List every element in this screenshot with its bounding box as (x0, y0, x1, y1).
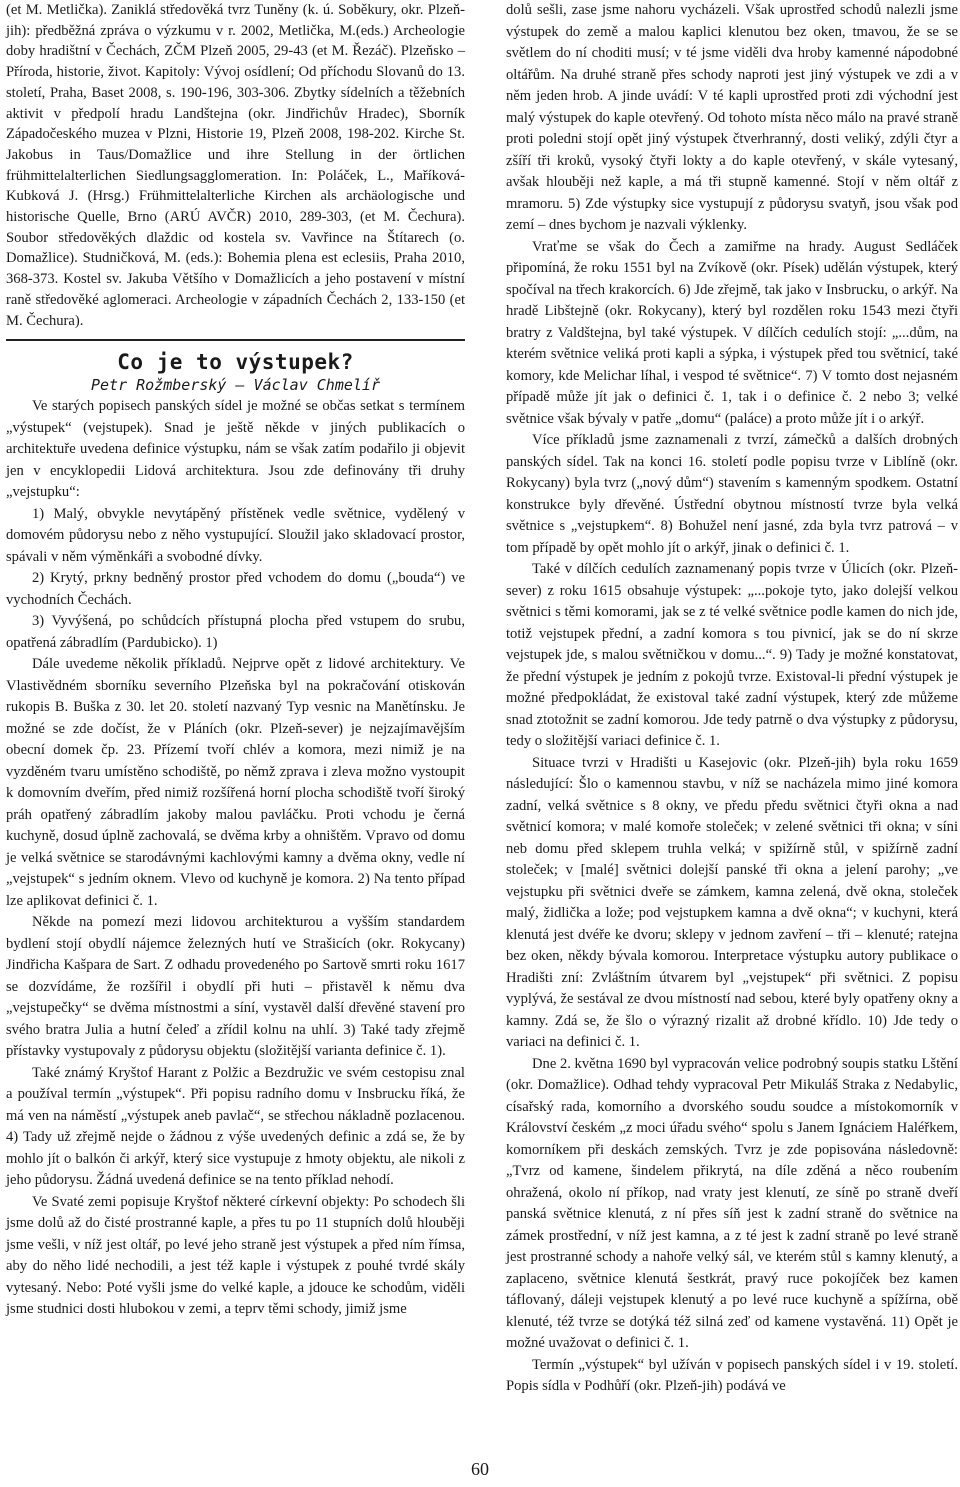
article-authors: Petr Rožmberský – Václav Chmelíř (91, 376, 380, 395)
page-number: 60 (471, 1459, 489, 1479)
paragraph: Ve starých popisech panských sídel je možné se občas setkat s termínem „výstupek“ (vejstupek). Snad je ještě někde v jiných publikacích o architektuře uvedena definice výstupku, nám se však zatím podařilo ji objevit jen v encyklopedii Lidová architektura. Jsou zde definovány tři druhy „vejstupku“: (6, 398, 465, 501)
paragraph: Vraťme se však do Čech a zamiřme na hrady. August Sedláček připomíná, že roku 1551 byl na Zvíkově (okr. Písek) udělán výstupek, který spočíval na třech krakorcích. 6) Jde zřejmě, tak jako v Insbrucku, o arkýř. Na hradě Libštejně (okr. Rokycany), který byl rozdělen roku 1543 mezi čtyři bratry z Valdštejna, byl také výstupek. V dílčích cedulích stojí: „...dům, na kterém světnice veliká proti kapli a sýpka, i výstupek před tou světnicí, také komory, kde Melichar líhal, i vespod té světnice“. 7) V tomto dost nejasném případě může jít jak o definici č. 1, tak i o definice č. 2 nebo 3; velké světnice však bývaly v patře „domu“ (paláce) a proto může jít i o arkýř. (506, 238, 958, 427)
paragraph: Situace tvrzi v Hradišti u Kasejovic (okr. Plzeň-jih) byla roku 1659 následující: Šlo o kamennou stavbu, v níž se nacházela mimo jiné komora zadní, velká světnice s 8 okny, ve předu předu světnici čtyři okna a nad světnicí komora; v malé komoře stoleček; v zelené světnici tři okna; v síni neb domu před sklepem truhla velká; v spižírně stůl, v spižírně zadní stoleček; v [malé] světnici dolejší panské tři okna a jelení parohy; „ve vejstupku při světnici dveře se zámkem, kamna zelená, dvě okna, stoleček malý, židlička a lože; pod vejstupkem kamna a dvě okna“; v kuchyni, která klenutá jest dvéře ke dvoru; sklepy v jednom zavření – tři – klenuté; ratejna bez oken, někdy bývala komorou. Interpretace výstupku autory publikace o Hradišti zní: Zvláštním útvarem byl „vejstupek“ při světnici. Z popisu vyplývá, že sestával ze dvou místností nad sebou, které byly opatřeny okny a kamny. Zdá se, že šlo o výrazný rizalit až drobné křídlo. 10) Jde tedy o variaci na definici č. 1. (506, 754, 958, 1050)
paragraph: Více příkladů jsme zaznamenali z tvrzí, zámečků a dalších drobných panských sídel. Tak na konci 16. století podle popisu tvrze v Liblíně (okr. Rokycany) byla tvrz („nový dům“) stavením s kamenným spodkem. Ostatní konstrukce byly dřevěné. Ústřední obytnou místností tvrze byla velká světnice s „vejstupkem“. 8) Bohužel není jasné, zda byla tvrz patrová – v tom případě by opět mohlo jít o arkýř, jinak o definici č. 1. (506, 432, 958, 556)
section-divider (6, 339, 465, 341)
right-column (506, 0, 958, 1398)
left-column (6, 0, 465, 1321)
paragraph: 2) Krytý, prkny bedněný prostor před vchodem do domu („bouda“) ve vychodních Čechách. (6, 570, 465, 608)
paragraph: Termín „výstupek“ byl užíván v popisech panských sídel i v 19. století. Popis sídla v Podhůří (okr. Plzeň-jih) podává ve (506, 1356, 958, 1394)
paragraph: Také v dílčích cedulích zaznamenaný popis tvrze v Úlicích (okr. Plzeň-sever) z roku 1615 obsahuje výstupek: „...pokoje tyto, jako dolejší velkou světnici s těmi komorami, jak se z té velké světnice podle kamen do nich jde, totiž vejstupek přední, a zadní komora s tou pivnicí, jak se do ní skrze vejstupek jde, s malou světničkou v domu...“. 9) Tady je možné konstatovat, že přední výstupek je jedním z pokojů tvrze. Existoval-li přední výstupek je možné předpokládat, že existoval také zadní výstupek, který zde můžeme snad ztotožnit se zadní komorou. Jde tedy patrně o dva výstupky z půdorysu, tedy o složitější variaci definice č. 1. (506, 561, 958, 749)
article-title: Co je to výstupek? (117, 350, 354, 375)
paragraph: 1) Malý, obvykle nevytápěný přístěnek vedle světnice, vydělený v domovém půdorysu nebo z něho vystupující. Sloužil jako skladovací prostor, spávali v něm výměnkáři a svobodné dívky. (6, 505, 465, 565)
paragraph: Dne 2. května 1690 byl vypracován velice podrobný soupis statku Lštění (okr. Domažlice). Odhad tehdy vypracoval Petr Mikuláš Straka z Nedabylic, císařský rada, komorního a dvorského soudu soudce a místokomorník v Království českém „z moci úřadu svého“ spolu s Janem Ignáciem Haléřkem, komorníkem při deskách zemských. Tvrz je zde popisována následovně: „Tvrz od kamene, šindelem přikrytá, na díle zděná a něco roubením ohražená, okolo ní příkop, nad vraty jest klenutí, ze síně po straně dveří panská světnice klenutá, z ní přes síň jest k zadní straně do světnice na zámek prostřední, v níž jest kamna, a z té jest k zadní straně po levé straně jest prostranné schody a nahoře velký sál, ve kterém stůl s kamny klenutý, a zaplaceno, světnice klenutá šestkrát, pravý ruce pokojíček bez kamen táflovaný, dáleji vejstupek klenutý a po levé ruce kuchyně a spížírna, obě klenuté, též tvrze se dotýká též silná zeď od kamene vystavěná. 11) Opět je možné uvažovat o definici č. 1. (506, 1055, 958, 1351)
references-text: (et M. Metlička). Zaniklá středověká tvrz Tuněny (k. ú. Soběkury, okr. Plzeň-jih): předběžná zpráva o výzkumu v r. 2002, Metlička, M.(eds.) Archeologie doby hradištní v Čechách, ZČM Plzeň 2005, 29-43 (et M. Řezáč). Plzeňsko – Příroda, historie, život. Kapitoly: Vývoj osídlení; Od příchodu Slovanů do 13. století, Praha, Baset 2008, s. 190-196, 303-306. Zbytky sídelních a těžebních aktivit v předpolí hradu Landštejna (okr. Jindřichův Hradec), Sborník Západočeského muzea v Plzni, Historie 19, Plzeň 2008, 198-202. Kirche St. Jakobus in Taus/Domažlice und ihre Stellung in der örtlichen frühmittelalterlichen Siedlungsagglomeration. In: Poláček, L., Maříková-Kubková J. (Hrsg.) Frühmittelalterliche Kirchen als archäologische und historische Quelle, Brno (ARÚ AVČR) 2010, 289-303, (et M. Čechura). Soubor středověkých dlaždic od kostela sv. Vavřince na Štítarech (o. Domažlice). Studničková, M. (eds.): Bohemia plena est eclesiis, Praha 2010, 368-373. Kostel sv. Jakuba Většího v Domažlicích a jeho postavení v místní raně středověké aglomeraci. Archeologie v západních Čechách 2, 133-150 (et M. Čechura). (6, 2, 465, 329)
paragraph: Někde na pomezí mezi lidovou architekturou a vyšším standardem bydlení stojí obydlí nájemce železných hutí ve Strašicích (okr. Rokycany) Jindřicha Kašpara de Sart. Z odhadu provedeného po Sartově smrti roku 1617 se dozvídáme, že rozšířil i obydlí při huti – přistavěl k němu dva „vejstupečky“ se dvěma místnostmi a síní, vystavěl další dřevěné stavení pro svého bratra Julia a hutní čeleď a zřídil kolnu na uhlí. 3) Také tady zřejmě přístavky vystupovaly z půdorysu objektu (složitější varianta definice č. 1). (6, 914, 465, 1060)
paragraph: Také známý Kryštof Harant z Polžic a Bezdružic ve svém cestopisu znal a používal termín „výstupek“. Při popisu radního domu v Insbrucku říká, že má ven na náměstí „výstupek aneb pavlač“, se střechou nákladně pozlacenou. 4) Tady už zřejmě nejde o žádnou z výše uvedených definic a zdá se, že by mohlo jít o balkón či arkýř, který sice vystupuje z hmoty objektu, ale nikoli z jeho půdorysu. Žádná uvedená definice se na tento příklad nehodí. (6, 1064, 465, 1189)
paragraph: dolů sešli, zase jsme nahoru vycházeli. Však uprostřed schodů nalezli jsme výstupek do země a malou kaplici klenutou bez oken, tmavou, že se se světlem do ní choditi musí; v té jsme viděli dva hroby kamenné nápodobné oltářům. Na druhé straně přes schody naproti jest jiný výstupek ve zdi a v něm jeden hrob. A jinde uvádí: V té kapli uprostřed proti zdi východní jest malý výstupek do kaple otevřený. Od tohoto místa něco málo na pravé straně proti poledni stojí opět jiný výstupek čtverhranný, dosti veliký, zdýli čtyr a zšíří tři kroků, vysoký čtyři lokty a do kaple otevřený, v skále vytesaný, avšak hlouběji než kaple, a má tři stupně kamenné. Stojí v něm oltář z mramoru. 5) Zde výstupky sice vystupují z půdorysu svatyň, jsou však pod zemí – dnes bychom je nazvali výklenky. (506, 2, 958, 233)
paragraph: Ve Svaté zemi popisuje Kryštof některé církevní objekty: Po schodech šli jsme dolů až do čisté prostranné kaple, a přes tu po 11 stupních dolů hlouběji jsme vešli, v níž jest oltář, po levé jeho straně jest výstupek a před ním římsa, aby do něho lidé nechodili, a jest též kaple i výstupek z pouhé tvrdé skály vytesaný. Nebo: Poté vyšli jsme do velké kaple, a jdouce ke schodům, viděli jsme studnici dosti hlubokou v zemi, a teprv těmi schody, jimiž jsme (6, 1193, 465, 1318)
paragraph: Dále uvedeme několik příkladů. Nejprve opět z lidové architektury. Ve Vlastivědném sborníku severního Plzeňska byl na pokračování otiskován rukopis B. Buška z 30. let 20. století nazvaný Typ vesnic na Manětínsku. Je možné se zde dočíst, že v Pláních (okr. Plzeň-sever) je nejzajímavějším obecní domek čp. 23. Přízemí tvoří chlév a komora, mezi nimiž je na vyzděném tvaru umístěno schodiště, po němž zprava i zleva možno vystoupit k domovním dveřím, před nimiž rozšířená horní plocha schodiště tvoří široký práh opatřený zábradlím jakoby malou pavláčku. Proti vchodu je černá kuchyně, dosud úplně zachovalá, se dvěma krby a ohništěm. Vpravo od domu je velká světnice se starodávnými kachlovými kamny a dvěma okny, vedle ní „vejstupek“ s jedním oknem. Vlevo od kuchyně je komora. 2) Na tento případ lze aplikovat definici č. 1. (6, 656, 465, 909)
paragraph: 3) Vyvýšená, po schůdcích přístupná plocha před vstupem do srubu, opatřená zábradlím (Pardubicko). 1) (6, 613, 465, 651)
